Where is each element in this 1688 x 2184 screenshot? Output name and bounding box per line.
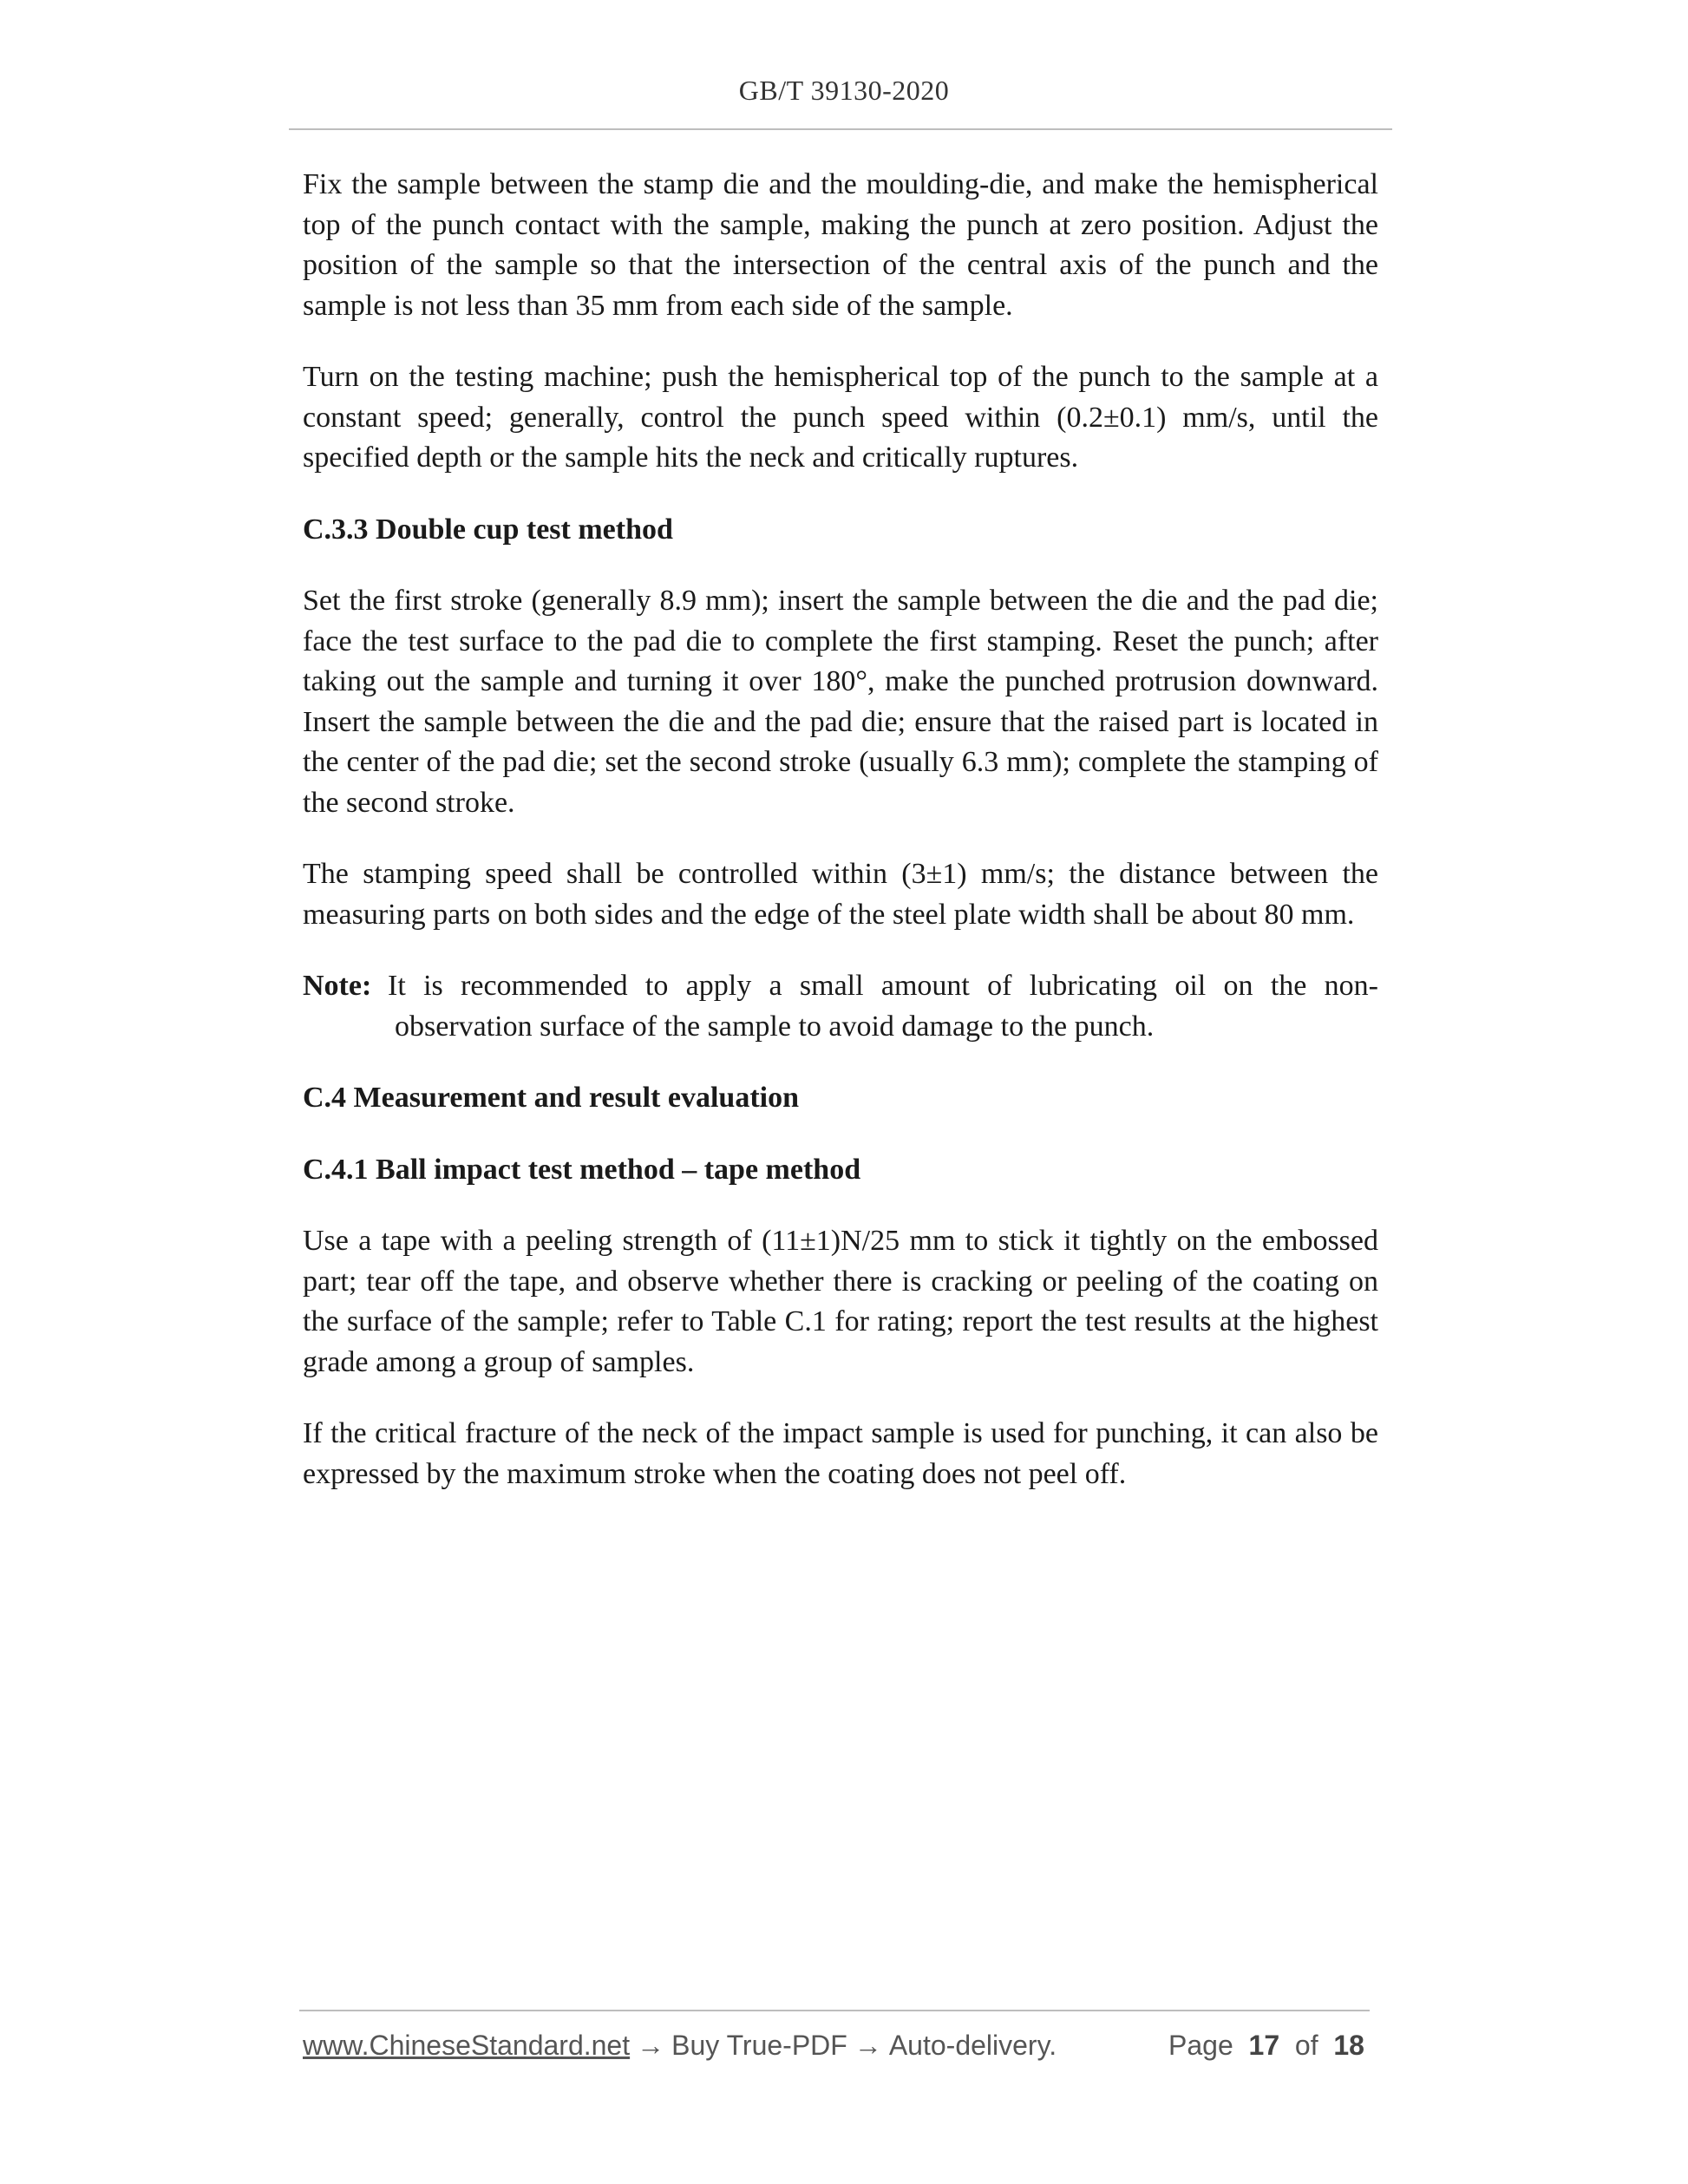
page-label: Page xyxy=(1168,2030,1233,2061)
paragraph-testing-machine: Turn on the testing machine; push the hemispherical top of the punch to the sample at a constant speed; generally, control the punch speed within (0.2±0.1) mm/s, until the specified depth or the sample hits the neck and critically ruptures. xyxy=(303,361,1378,474)
paragraph-fix-sample: Fix the sample between the stamp die and the moulding-die, and make the hemispherical top of the punch contact with the sample, making the punch at zero position. Adjust the position of the sample so that the intersection of the central axis of the punch and the sample is not less than 35 mm from each side of the sample. xyxy=(303,168,1378,322)
page-current: 17 xyxy=(1248,2030,1280,2061)
page-total: 18 xyxy=(1333,2030,1364,2061)
arrow-right-icon: → xyxy=(637,2030,665,2061)
paragraph-tape-method: Use a tape with a peeling strength of (11±1)N/25 mm to stick it tightly on the embossed part; tear off the tape, and observe whether there is cracking or peeling of the coating on the surface of the sample; refer to Table C.1 for rating; report the test results at the highest grade among a group of samples. xyxy=(303,1225,1378,1378)
footer-divider xyxy=(299,2010,1370,2011)
footer-promo xyxy=(303,2030,1057,2062)
section-heading-c33: C.3.3 Double cup test method xyxy=(303,513,673,546)
page-number xyxy=(1168,2030,1364,2062)
of-label: of xyxy=(1294,2030,1318,2061)
section-heading-c4: C.4 Measurement and result evaluation xyxy=(303,1082,800,1114)
arrow-right-icon: → xyxy=(854,2030,882,2061)
auto-delivery-text: Auto-delivery. xyxy=(888,2030,1057,2061)
note-label: Note: xyxy=(303,970,372,1002)
section-heading-c41: C.4.1 Ball impact test method – tape method xyxy=(303,1153,861,1186)
note-text: It is recommended to apply a small amount of lubricating oil on the non-observation surface of the sample to avoid damage to the punch. xyxy=(388,970,1378,1043)
paragraph-first-stroke: Set the first stroke (generally 8.9 mm); insert the sample between the die and the pad die; face the test surface to the pad die to complete the first stamping. Reset the punch; after taking out the sample and turning it over 180°, make the punched protrusion downward. Insert the sample between the die and the pad die; ensure that the raised part is located in the center of the pad die; set the second stroke (usually 6.3 mm); complete the stamping of the second stroke. xyxy=(303,585,1378,819)
header-divider xyxy=(289,128,1392,130)
page-header: GB/T 39130-2020 xyxy=(738,75,950,106)
page-content xyxy=(303,165,1378,1526)
website-link[interactable]: www.ChineseStandard.net xyxy=(303,2030,631,2061)
paragraph-critical-fracture: If the critical fracture of the neck of the impact sample is used for punching, it can also be expressed by the maximum stroke when the coating does not peel off. xyxy=(303,1417,1378,1490)
note xyxy=(303,966,1378,1047)
buy-true-pdf-text: Buy True-PDF xyxy=(671,2030,847,2061)
paragraph-stamping-speed: The stamping speed shall be controlled within (3±1) mm/s; the distance between the measuring parts on both sides and the edge of the steel plate width shall be about 80 mm. xyxy=(303,858,1378,931)
